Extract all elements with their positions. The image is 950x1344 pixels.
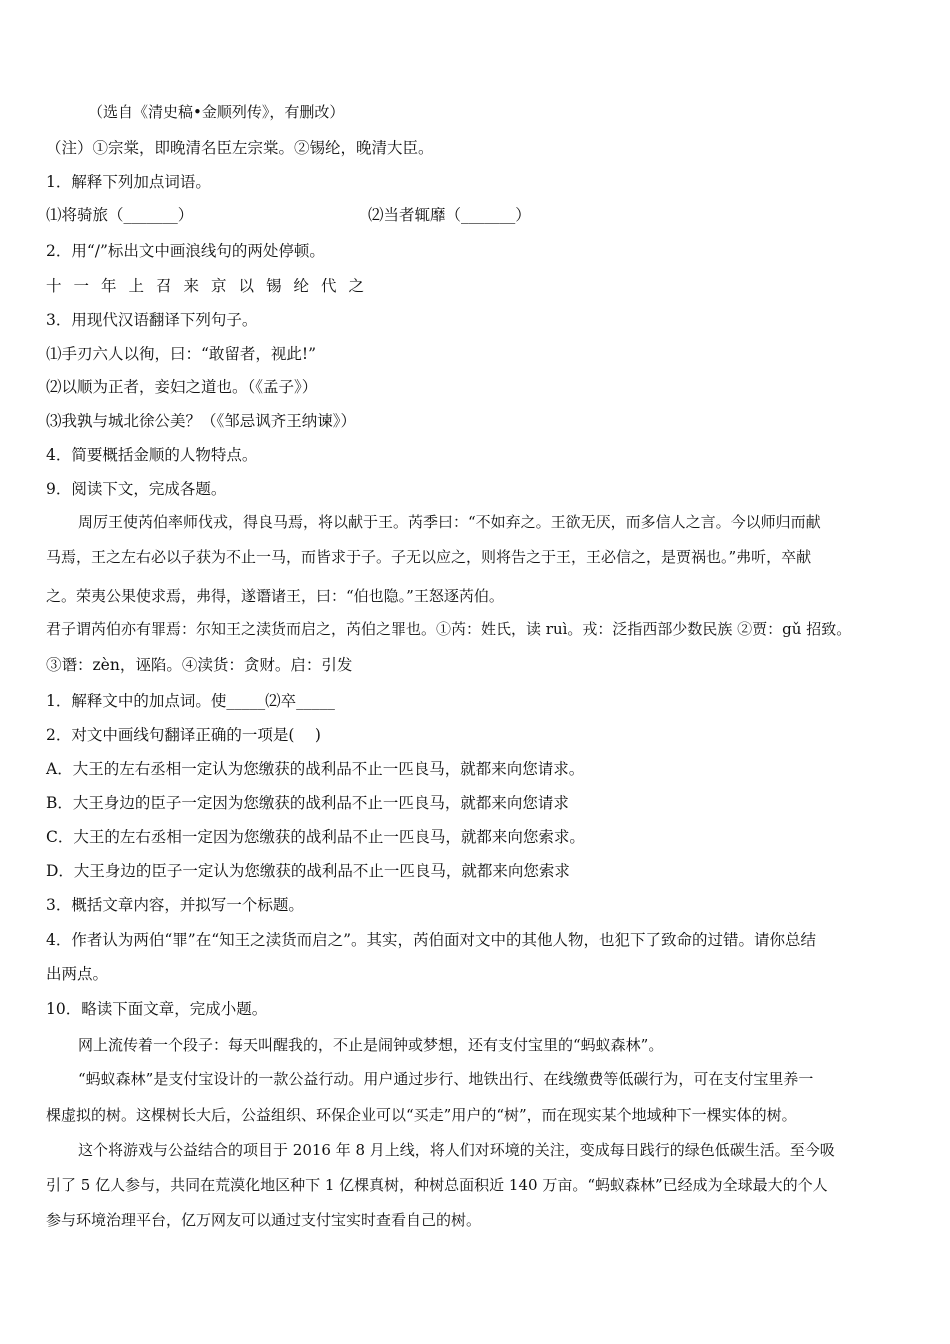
option-c: C．大王的左右丞相一定因为您缴获的战利品不止一匹良马，就都来向您索求。 <box>46 828 585 846</box>
section-9-passage-line: 周厉王使芮伯率师伐戎，得良马焉，将以献于王。芮季曰：“不如弃之。王欲无厌，而多信人之言。今以师归而献 <box>78 513 821 531</box>
section-9-passage-line: 马焉，王之左右必以子获为不止一马，而皆求于子。子无以应之，则将告之于王，王必信之，是贾祸也。”弗听，卒献 <box>46 548 812 566</box>
question-3-item-2: ⑵以顺为正者，妾妇之道也。（《孟子》） <box>46 378 318 396</box>
question-4: 4．简要概括金顺的人物特点。 <box>46 446 258 464</box>
question-1-item-2: ⑵当者辄靡（_______） <box>368 206 531 224</box>
section-9-question-2: 2．对文中画线句翻译正确的一项是( ) <box>46 726 321 744</box>
section-9-passage-line: 之。荣夷公果使求焉，弗得，遂谮诸王，曰：“伯也隐。”王怒逐芮伯。 <box>46 587 504 605</box>
section-9-footnote-line: ③谮：zèn，诬陷。④渎货：贪财。启：引发 <box>46 656 353 674</box>
question-3-item-3: ⑶我孰与城北徐公美？（《邹忌讽齐王纳谏》） <box>46 412 357 430</box>
source-citation: （选自《清史稿•金顺列传》，有删改） <box>88 103 345 121</box>
annotation-note: （注）①宗棠，即晚清名臣左宗棠。②锡纶，晚清大臣。 <box>46 139 434 157</box>
section-10-paragraph: 引了 5 亿人参与，共同在荒漠化地区种下 1 亿棵真树，种树总面积近 140 万亩。“蚂蚁森林”已经成为全球最大的个人 <box>46 1176 828 1194</box>
section-10-paragraph: 网上流传着一个段子：每天叫醒我的，不止是闹钟或梦想，还有支付宝里的“蚂蚁森林”。 <box>78 1036 664 1054</box>
section-10-paragraph: 参与环境治理平台，亿万网友可以通过支付宝实时查看自己的树。 <box>46 1211 482 1229</box>
question-1: 1．解释下列加点词语。 <box>46 173 211 191</box>
question-2-sentence: 十一年上召来京以锡纶代之 <box>46 277 377 295</box>
section-9-footnote-line: 君子谓芮伯亦有罪焉：尔知王之渎货而启之，芮伯之罪也。①芮：姓氏，读 ruì。戎：泛指西部少数民族 ②贾：gǔ 招致。 <box>46 620 852 638</box>
section-10-title: 10．略读下面文章，完成小题。 <box>46 1000 268 1018</box>
section-10-paragraph: 棵虚拟的树。这棵树长大后，公益组织、环保企业可以“买走”用户的“树”，而在现实某个地域种下一棵实体的树。 <box>46 1106 797 1124</box>
section-9-question-3: 3．概括文章内容，并拟写一个标题。 <box>46 896 304 914</box>
section-9-title: 9．阅读下文，完成各题。 <box>46 480 227 498</box>
section-10-paragraph: “蚂蚁森林”是支付宝设计的一款公益行动。用户通过步行、地铁出行、在线缴费等低碳行为，可在支付宝里养一 <box>78 1070 814 1088</box>
option-d: D．大王身边的臣子一定认为您缴获的战利品不止一匹良马，就都来向您索求 <box>46 862 570 880</box>
section-9-question-4-cont: 出两点。 <box>46 965 109 983</box>
question-3-item-1: ⑴手刃六人以徇，曰：“敢留者，视此!” <box>46 345 317 363</box>
section-10-paragraph: 这个将游戏与公益结合的项目于 2016 年 8 月上线，将人们对环境的关注，变成每日践行的绿色低碳生活。至今吸 <box>78 1141 835 1159</box>
option-a: A．大王的左右丞相一定认为您缴获的战利品不止一匹良马，就都来向您请求。 <box>46 760 585 778</box>
option-b: B．大王身边的臣子一定因为您缴获的战利品不止一匹良马，就都来向您请求 <box>46 794 569 812</box>
question-2: 2．用“/”标出文中画浪线句的两处停顿。 <box>46 242 325 260</box>
section-9-question-4: 4．作者认为两伯“罪”在“知王之渎货而启之”。其实，芮伯面对文中的其他人物，也犯下了致命的过错。请你总结 <box>46 931 817 949</box>
question-3: 3．用现代汉语翻译下列句子。 <box>46 311 258 329</box>
section-9-question-1: 1．解释文中的加点词。使_____⑵卒_____ <box>46 692 335 710</box>
question-1-item-1: ⑴将骑旅（_______） <box>46 206 194 224</box>
